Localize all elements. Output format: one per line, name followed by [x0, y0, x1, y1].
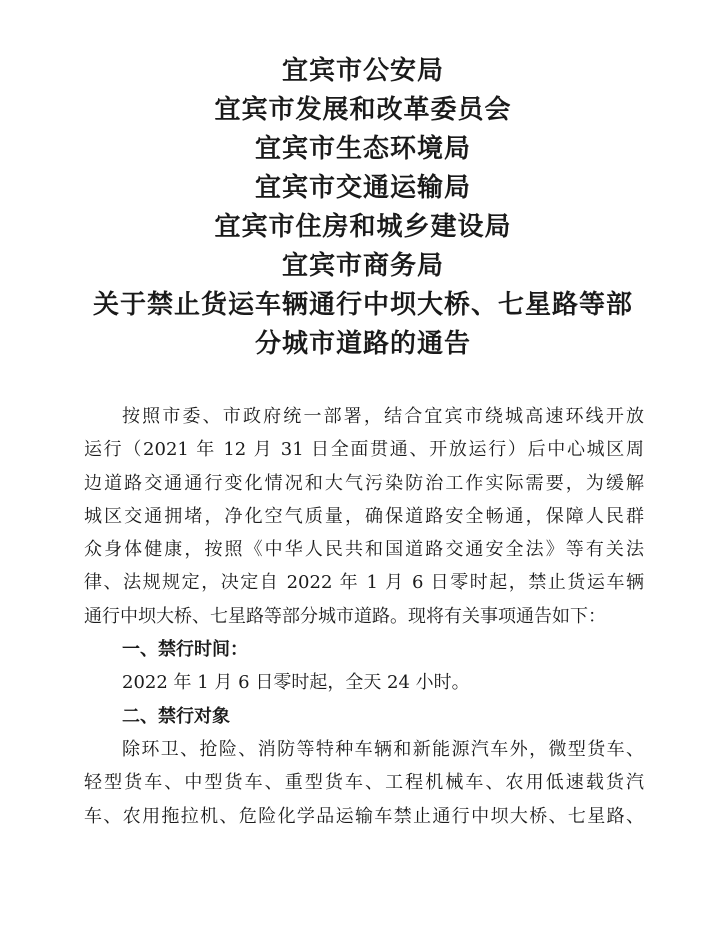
paragraph-line: 运行（2021 年 12 月 31 日全面贯通、开放运行）后中心城区周	[84, 439, 644, 461]
section-text: 2022 年 1 月 6 日零时起，全天 24 小时。	[122, 672, 470, 694]
notice-title-line: 分城市道路的通告	[254, 329, 471, 359]
section-heading: 一、禁行时间：	[122, 639, 248, 661]
paragraph-line: 律、法规规定，决定自 2022 年 1 月 6 日零时起，禁止货运车辆	[84, 572, 644, 594]
intro-paragraph	[84, 400, 644, 633]
paragraph-line: 通行中坝大桥、七星路等部分城市道路。现将有关事项通告如下：	[84, 605, 606, 627]
issuer-name: 宜宾市住房和城乡建设局	[214, 212, 512, 242]
paragraph-line: 轻型货车、中型货车、重型货车、工程机械车、农用低速载货汽	[84, 772, 644, 794]
section-heading: 二、禁行对象	[122, 705, 230, 727]
document-title-block	[40, 52, 686, 364]
issuer-name: 宜宾市公安局	[281, 56, 444, 86]
issuer-name: 宜宾市发展和改革委员会	[214, 95, 512, 125]
issuer-name: 宜宾市交通运输局	[254, 173, 471, 203]
paragraph-line: 边道路交通通行变化情况和大气污染防治工作实际需要，为缓解	[84, 472, 644, 494]
paragraph-line: 按照市委、市政府统一部署，结合宜宾市绕城高速环线开放	[122, 406, 644, 427]
paragraph-line: 除环卫、抢险、消防等特种车辆和新能源汽车外，微型货车、	[122, 738, 644, 760]
paragraph-line: 众身体健康，按照《中华人民共和国道路交通安全法》等有关法	[84, 539, 644, 561]
section-paragraph	[84, 733, 644, 833]
paragraph-line: 城区交通拥堵，净化空气质量，确保道路安全畅通，保障人民群	[84, 505, 644, 527]
paragraph-line: 车、农用拖拉机、危险化学品运输车禁止通行中坝大桥、七星路、	[84, 805, 644, 827]
issuer-name: 宜宾市生态环境局	[254, 134, 471, 164]
issuer-name: 宜宾市商务局	[281, 251, 444, 281]
document-body	[84, 400, 644, 833]
notice-title-line: 关于禁止货运车辆通行中坝大桥、七星路等部	[92, 290, 633, 320]
